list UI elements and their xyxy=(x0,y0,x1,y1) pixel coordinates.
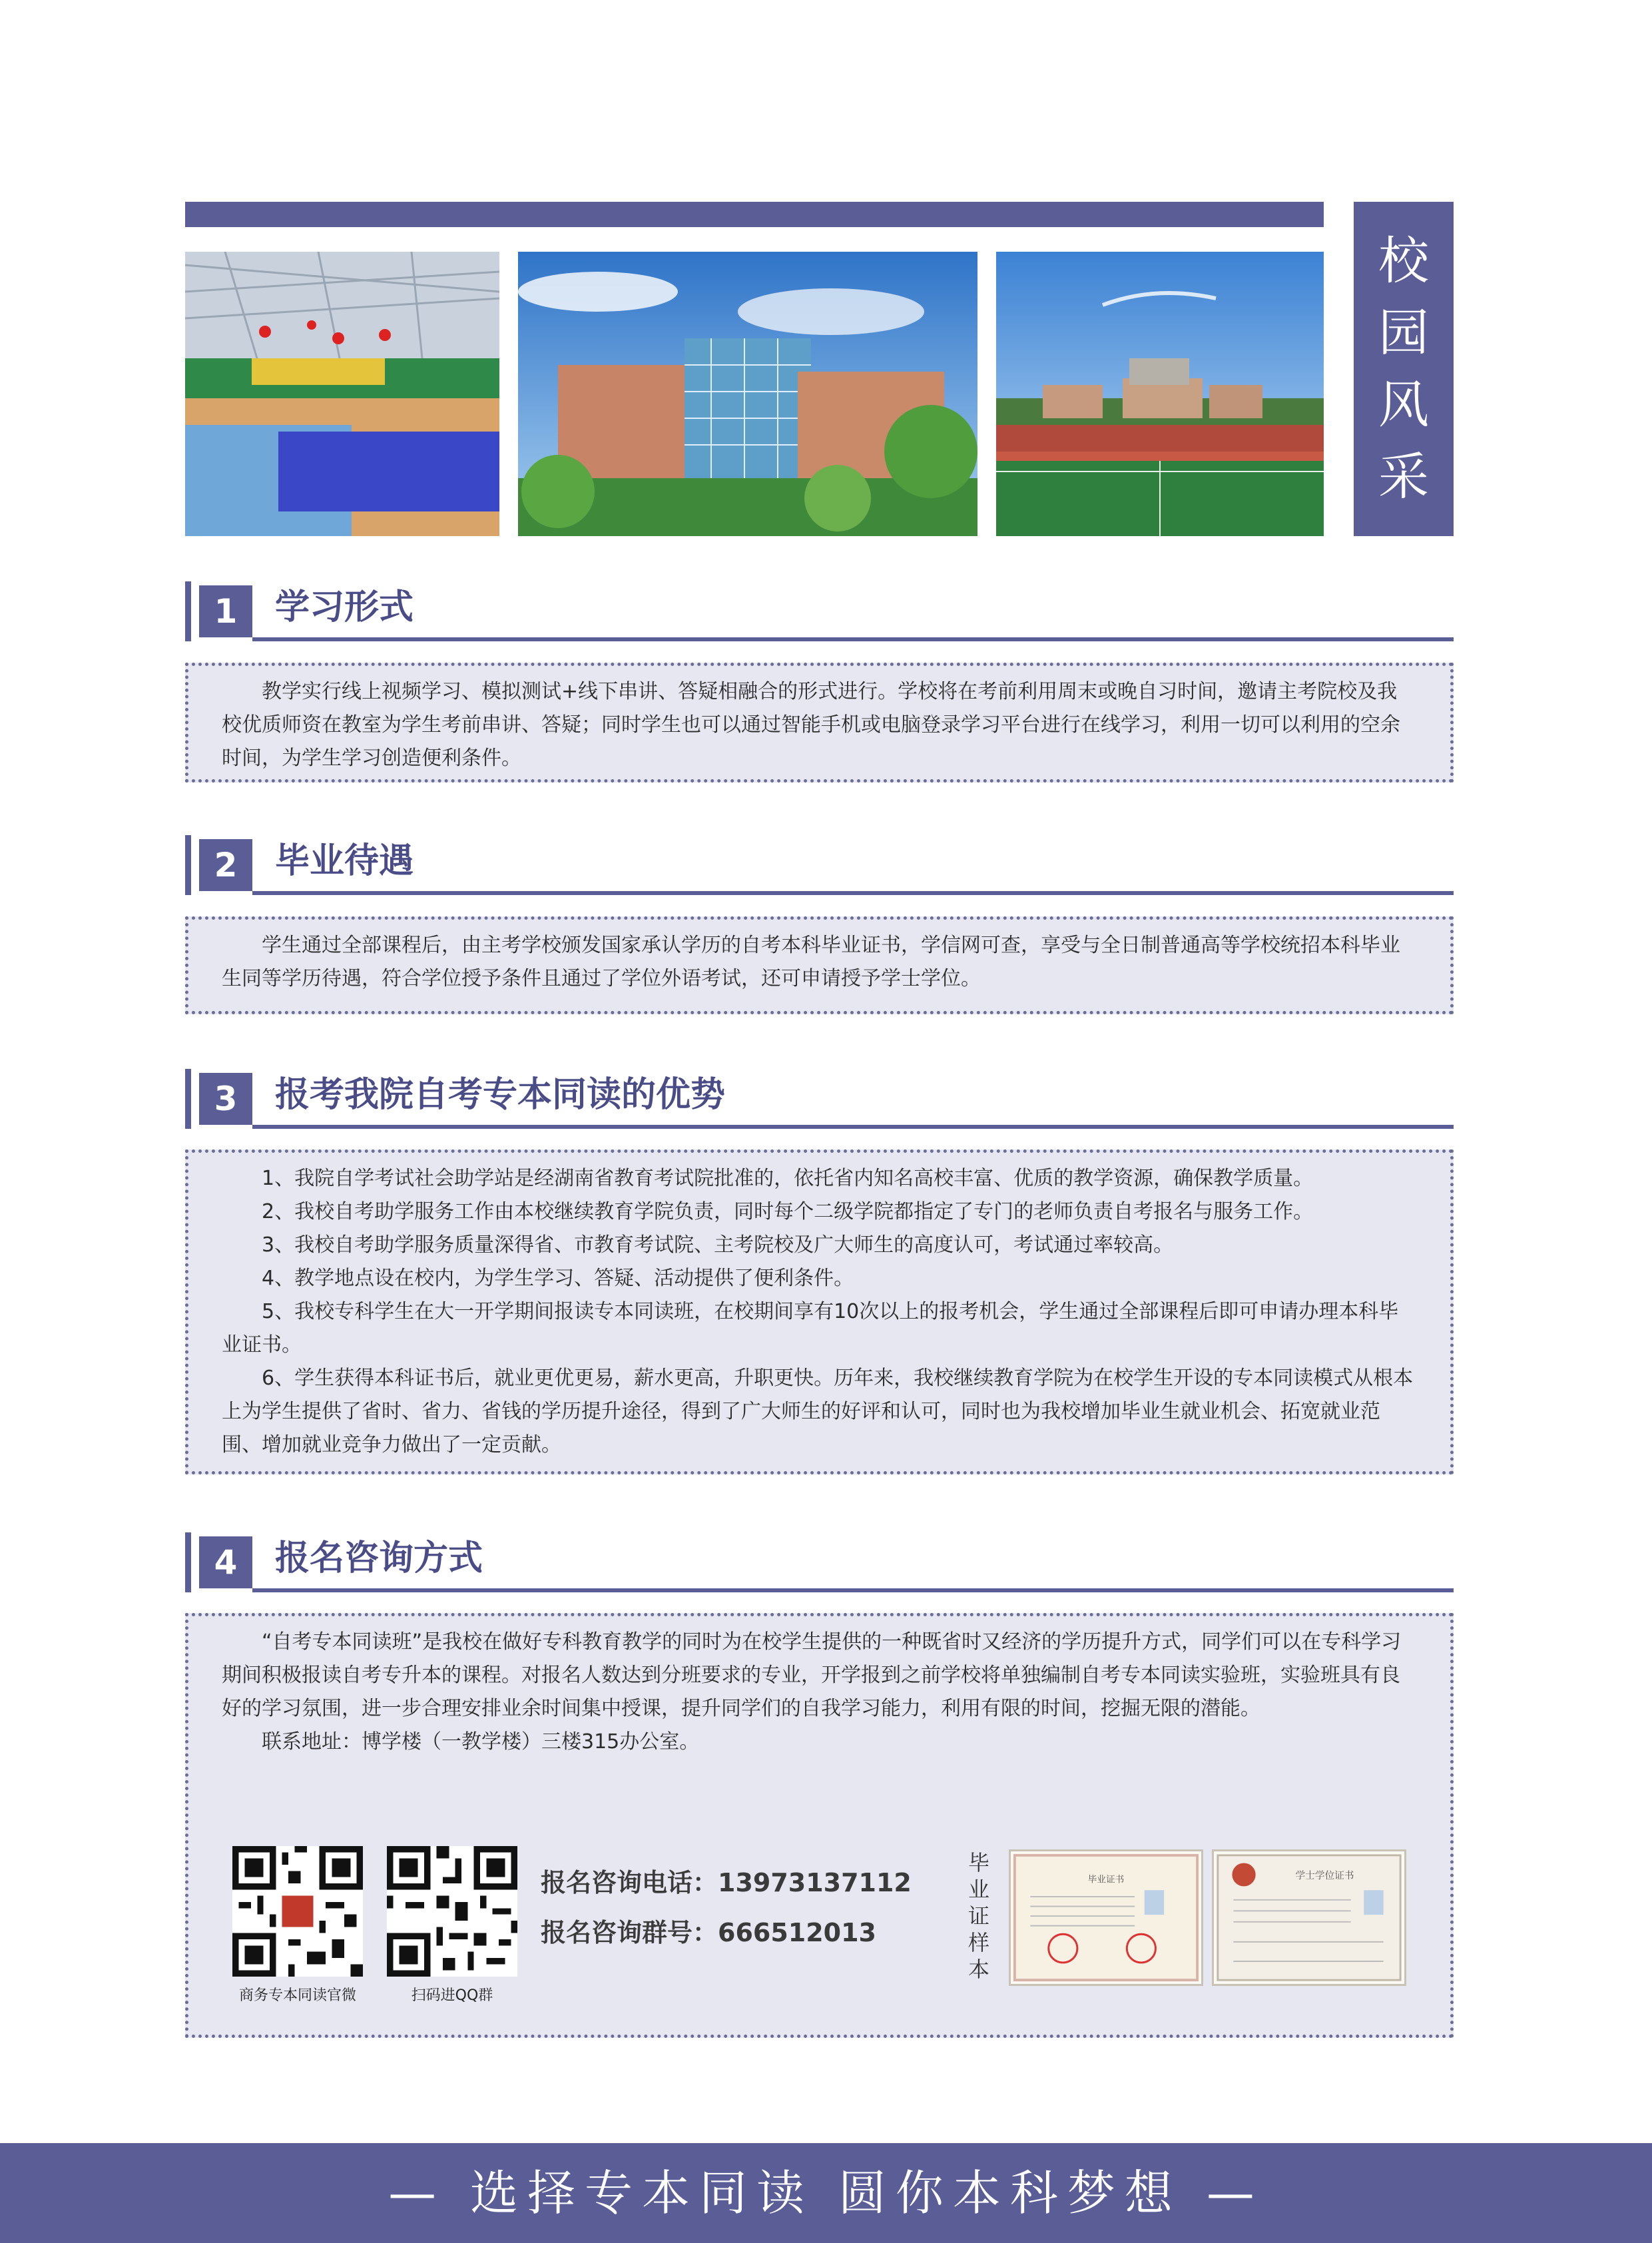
paragraph: 学生通过全部课程后，由主考学校颁发国家承认学历的自考本科毕业证书，学信网可查，享受与全日制普通高等学校统招本科毕业生同等学历待遇，符合学位授予条件且通过了学位外语考试，还可申请授予学士学位。 xyxy=(222,934,1400,990)
section-title: 报考我院自考专本同读的优势 xyxy=(275,1075,726,1115)
section-number: 1 xyxy=(199,585,252,637)
address-line: 联系地址：博学楼（一教学楼）三楼315办公室。 xyxy=(262,1730,700,1754)
cert-title: 学士学位证书 xyxy=(1295,1869,1354,1881)
paragraph: “自考专本同读班”是我校在做好专科教育教学的同时为在校学生提供的一种既省时又经济的学历提升方式，同学们可以在专科学习期间积极报读自考专升本的课程。对报名人数达到分班要求的专业，开学报到之前学校将单独编制自考专本同读实验班，实验班具有良好的学习氛围，进一步合理安排业余时间集中授课，提升同学们的自我学习能力，利用有限的时间，挖掘无限的潜能。 xyxy=(222,1630,1402,1720)
bachelor-degree-certificate-sample xyxy=(1212,1849,1406,1986)
section-bar xyxy=(185,1532,191,1592)
cert-title: 毕业证书 xyxy=(1087,1874,1125,1885)
section-number: 4 xyxy=(199,1536,252,1588)
section-rule xyxy=(252,637,1454,641)
graduation-certificate-sample xyxy=(1009,1849,1203,1986)
section-bar xyxy=(185,1069,191,1129)
section-rule xyxy=(252,1125,1454,1129)
list-item: 4、教学地点设在校内，为学生学习、答疑、活动提供了便利条件。 xyxy=(262,1267,854,1290)
qr-caption: 商务专本同读官微 xyxy=(238,1987,356,2004)
section-title: 学习形式 xyxy=(275,587,414,627)
certificate-sample-label: 毕业证样本 xyxy=(967,1850,989,1982)
section-1-content xyxy=(185,663,1454,783)
section-3-content xyxy=(185,1149,1454,1474)
list-item: 3、我校自考助学服务质量深得省、市教育考试院、主考院校及广大师生的高度认可，考试通过率较高。 xyxy=(262,1233,1174,1257)
section-bar xyxy=(185,581,191,641)
qr-caption: 扫码进QQ群 xyxy=(411,1987,493,2004)
qq-group-qr-code[interactable] xyxy=(387,1846,517,1977)
gym-photo xyxy=(185,252,499,536)
list-item: 6、学生获得本科证书后，就业更优更易，薪水更高，升职更快。历年来，我校继续教育学院为在校学生开设的专本同读模式从根本上为学生提供了省时、省力、省钱的学历提升途径，得到了广大师生的好评和认可，同时也为我校增加毕业生就业机会、拓宽就业范围、增加就业竞争力做出了一定贡献。 xyxy=(222,1367,1414,1456)
campus-title-char: 校 xyxy=(1378,231,1429,290)
group-line: 报名咨询群号：666512013 xyxy=(541,1918,876,1947)
section-2-header xyxy=(185,835,1454,895)
building-photo xyxy=(518,252,977,536)
campus-title-char: 园 xyxy=(1378,303,1429,362)
section-4-content xyxy=(185,1613,1454,2038)
section-2-content xyxy=(185,916,1454,1014)
top-accent-bar xyxy=(185,202,1324,227)
section-bar xyxy=(185,835,191,895)
section-rule xyxy=(252,891,1454,895)
campus-side-title xyxy=(1354,202,1454,536)
paragraph: 教学实行线上视频学习、模拟测试+线下串讲、答疑相融合的形式进行。学校将在考前利用周末或晚自习时间，邀请主考院校及我校优质师资在教室为学生考前串讲、答疑；同时学生也可以通过智能手机或电脑登录学习平台进行在线学习，利用一切可以利用的空余时间，为学生学习创造便利条件。 xyxy=(222,680,1400,770)
campus-title-char: 采 xyxy=(1378,447,1429,506)
section-rule xyxy=(252,1588,1454,1592)
sports-field-photo xyxy=(996,252,1324,536)
footer-slogan: — 选择专本同读 圆你本科梦想 — xyxy=(388,2165,1264,2221)
phone-line: 报名咨询电话：13973137112 xyxy=(541,1868,912,1897)
campus-title-char: 风 xyxy=(1378,375,1429,434)
list-item: 2、我校自考助学服务工作由本校继续教育学院负责，同时每个二级学院都指定了专门的老师负责自考报名与服务工作。 xyxy=(262,1200,1314,1223)
list-item: 1、我院自学考试社会助学站是经湖南省教育考试院批准的，依托省内知名高校丰富、优质的教学资源，确保教学质量。 xyxy=(262,1167,1314,1190)
list-item: 5、我校专科学生在大一开学期间报读专本同读班，在校期间享有10次以上的报考机会，学生通过全部课程后即可申请办理本科毕业证书。 xyxy=(222,1300,1399,1357)
section-4-header xyxy=(185,1532,1454,1592)
section-title: 毕业待遇 xyxy=(275,841,414,881)
section-title: 报名咨询方式 xyxy=(275,1538,483,1578)
official-account-qr-code[interactable] xyxy=(232,1846,363,1977)
section-3-header xyxy=(185,1069,1454,1129)
section-number: 2 xyxy=(199,839,252,891)
section-number: 3 xyxy=(199,1073,252,1125)
section-1-header xyxy=(185,581,1454,641)
footer-banner xyxy=(0,2143,1652,2243)
